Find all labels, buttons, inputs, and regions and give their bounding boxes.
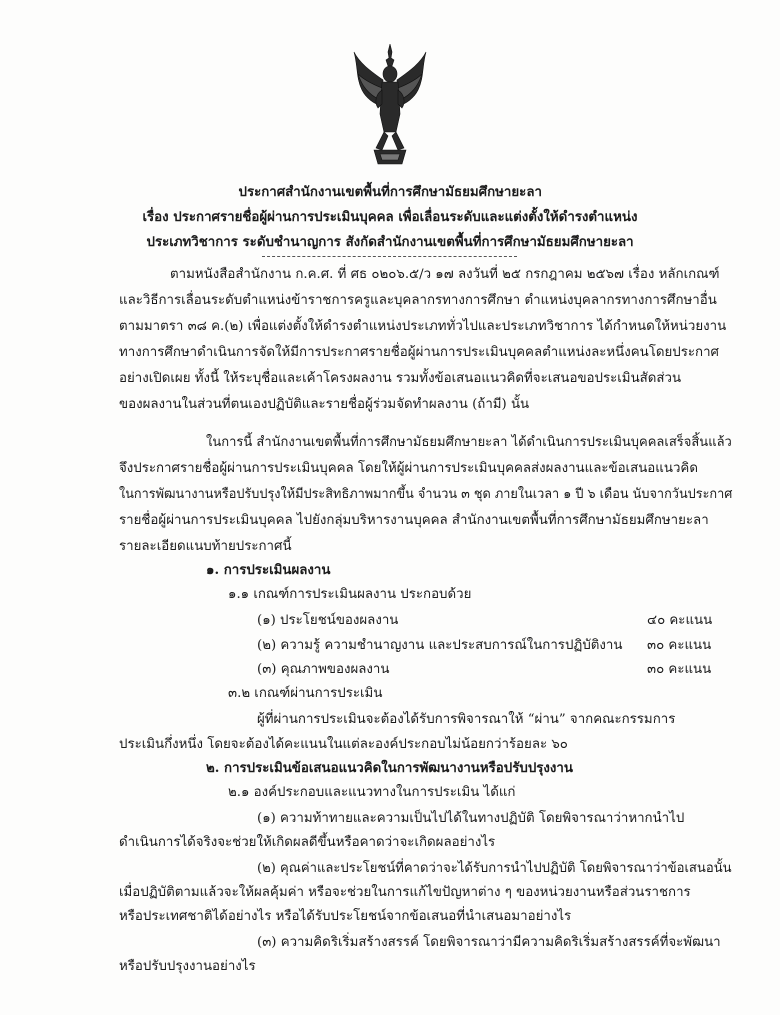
criteria-1-1-heading: ๑.๑ เกณฑ์การประเมินผลงาน ประกอบด้วย: [228, 587, 472, 602]
garuda-emblem-icon: [352, 44, 428, 166]
announcement-subject: เรื่อง ประกาศรายชื่อผู้ผ่านการประเมินบุคคล เพื่อเลื่อนระดับและแต่งตั้งให้ดำรงตำแหน่ง: [142, 210, 638, 225]
pass-criteria-line-2: ประเมินกึ่งหนึ่ง โดยจะต้องได้คะแนนในแต่ละองค์ประกอบไม่น้อยกว่าร้อยละ ๖๐: [119, 737, 568, 752]
paragraph-2-line-3: ในการพัฒนางานหรือปรับปรุงให้มีประสิทธิภาพมากขึ้น จำนวน ๓ ชุด ภายในเวลา ๑ ปี ๖ เดือน นับจากวันประกาศ: [119, 487, 733, 502]
item-2-1-2-line-2: เมื่อปฏิบัติตามแล้วจะให้ผลคุ้มค่า หรือจะช่วยในการแก้ไขปัญหาต่าง ๆ ของหน่วยงานหรือส่วนราชการ: [119, 885, 691, 900]
item-2-1-1-line-2: ดำเนินการได้จริงจะช่วยให้เกิดผลดีขึ้นหรือคาดว่าจะเกิดผลอย่างไร: [119, 835, 496, 850]
item-2-1-1-line-1: (๑) ความท้าทายและความเป็นไปได้ในทางปฏิบัติ โดยพิจารณาว่าหากนำไป: [257, 811, 685, 826]
criterion-2-label: (๒) ความรู้ ความชำนาญงาน และประสบการณ์ในการปฏิบัติงาน: [257, 638, 623, 653]
paragraph-1-line-4: ทางการศึกษาดำเนินการจัดให้มีการประกาศรายชื่อผู้ผ่านการประเมินบุคคลตำแหน่งละหนึ่งคนโดยประกาศ: [119, 345, 719, 360]
title-divider: [262, 256, 517, 257]
item-2-1-2-line-3: หรือประเทศชาติได้อย่างไร หรือได้รับประโยชน์จากข้อเสนอที่นำเสนอมาอย่างไร: [119, 909, 572, 924]
paragraph-1-line-5: อย่างเปิดเผย ทั้งนี้ ให้ระบุชื่อและเค้าโครงผลงาน รวมทั้งข้อเสนอแนวคิดที่จะเสนอขอประเมินสัดส่วน: [119, 371, 682, 386]
criterion-1-label: (๑) ประโยชน์ของผลงาน: [257, 613, 399, 628]
paragraph-2-line-1: ในการนี้ สำนักงานเขตพื้นที่การศึกษามัธยมศึกษายะลา ได้ดำเนินการประเมินบุคคลเสร็จสิ้นแล้ว: [206, 435, 732, 450]
item-2-1-2-line-1: (๒) คุณค่าและประโยชน์ที่คาดว่าจะได้รับการนำไปปฏิบัติ โดยพิจารณาว่าข้อเสนอนั้น: [257, 861, 732, 876]
section-1-heading: ๑. การประเมินผลงาน: [206, 563, 331, 578]
criteria-1-2-heading: ๓.๒ เกณฑ์ผ่านการประเมิน: [228, 686, 383, 701]
paragraph-2-line-2: จึงประกาศรายชื่อผู้ผ่านการประเมินบุคคล โดยให้ผู้ผ่านการประเมินบุคคลส่งผลงานและข้อเสนอแนวคิด: [119, 461, 698, 476]
criterion-3-label: (๓) คุณภาพของผลงาน: [257, 662, 390, 677]
paragraph-2-line-4: รายชื่อผู้ผ่านการประเมินบุคคล ไปยังกลุ่มบริหารงานบุคคล สำนักงานเขตพื้นที่การศึกษามัธยมศึกษายะลา: [119, 513, 709, 528]
paragraph-2-line-5: รายละเอียดแนบท้ายประกาศนี้: [119, 539, 292, 554]
section-2-heading: ๒. การประเมินข้อเสนอแนวคิดในการพัฒนางานหรือปรับปรุงงาน: [206, 761, 573, 776]
criterion-1-score: ๔๐ คะแนน: [647, 613, 713, 628]
announcement-title: ประกาศสำนักงานเขตพื้นที่การศึกษามัธยมศึกษายะลา: [238, 185, 542, 200]
paragraph-1-line-2: และวิธีการเลื่อนระดับตำแหน่งข้าราชการครูและบุคลากรทางการศึกษา ตำแหน่งบุคลากรทางการศึกษาอื่น: [119, 293, 717, 308]
pass-criteria-line-1: ผู้ที่ผ่านการประเมินจะต้องได้รับการพิจารณาให้ “ผ่าน” จากคณะกรรมการ: [257, 712, 676, 727]
criterion-3-score: ๓๐ คะแนน: [647, 662, 712, 677]
item-2-1-3-line-1: (๓) ความคิดริเริ่มสร้างสรรค์ โดยพิจารณาว่ามีความคิดริเริ่มสร้างสรรค์ที่จะพัฒนา: [257, 935, 721, 950]
section-2-1-heading: ๒.๑ องค์ประกอบและแนวทางในการประเมิน ได้แก่: [228, 785, 516, 800]
paragraph-1-line-3: ตามมาตรา ๓๘ ค.(๒) เพื่อแต่งตั้งให้ดำรงตำแหน่งประเภททั่วไปและประเภทวิชาการ ได้กำหนดให้หน่วยงาน: [119, 319, 727, 334]
announcement-subject-continued: ประเภทวิชาการ ระดับชำนาญการ สังกัดสำนักงานเขตพื้นที่การศึกษามัธยมศึกษายะลา: [146, 235, 634, 250]
item-2-1-3-line-2: หรือปรับปรุงงานอย่างไร: [119, 959, 256, 974]
paragraph-1-line-6: ของผลงานในส่วนที่ตนเองปฏิบัติและรายชื่อผู้ร่วมจัดทำผลงาน (ถ้ามี) นั้น: [119, 397, 530, 412]
criterion-2-score: ๓๐ คะแนน: [647, 638, 712, 653]
paragraph-1-line-1: ตามหนังสือสำนักงาน ก.ค.ศ. ที่ ศธ ๐๒๐๖.๕/ว ๑๗ ลงวันที่ ๒๕ กรกฎาคม ๒๕๖๗ เรื่อง หลักเกณฑ์: [170, 267, 720, 282]
